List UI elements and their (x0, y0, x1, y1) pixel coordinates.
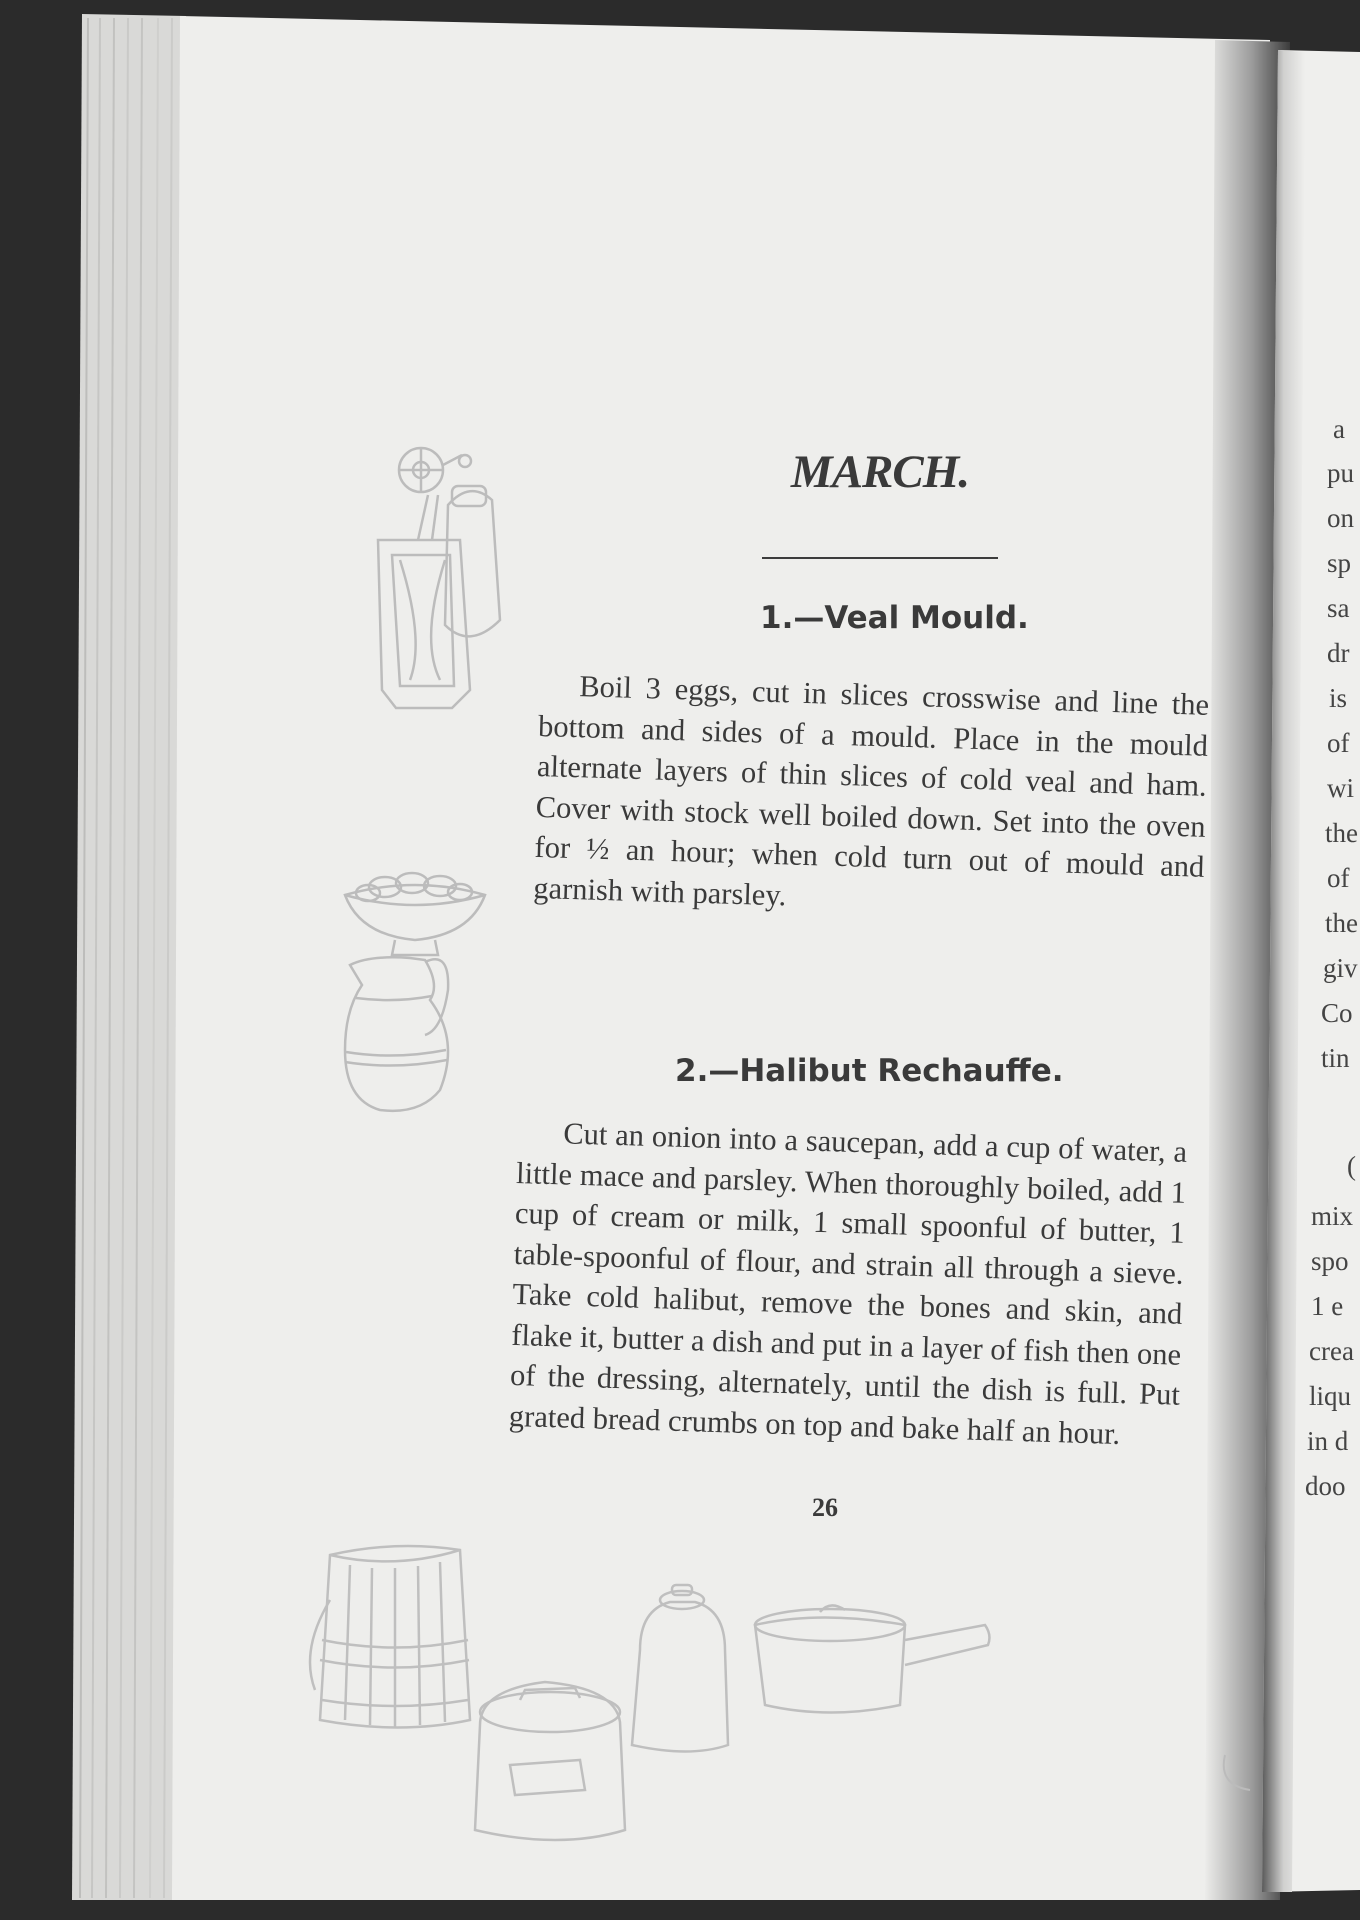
facing-fragment: doo (1305, 1471, 1346, 1501)
facing-fragment: giv (1323, 953, 1358, 983)
facing-fragment: ( (1347, 1151, 1356, 1181)
recipe-body: Cut an onion into a saucepan, add a cup of water, a little mace and parsley. When thoroughly boiled, add 1 cup of cream or milk, 1 small spoonful of butter, 1 table-spoonful of flour, and strain all through a sieve. Take cold halibut, remove the bones and skin, and flake it, butter a dish and put in a layer of fish then one of the dressing, alternately, until the dish is full. Put grated bread crumbs on top and bake half an hour. (508, 1116, 1188, 1451)
facing-fragment: a (1333, 414, 1345, 444)
facing-fragment: wi (1327, 773, 1354, 803)
recipe-heading: 1.—Veal Mould. (760, 600, 1029, 636)
facing-fragment: liqu (1309, 1381, 1352, 1411)
facing-fragment: Co (1321, 998, 1353, 1028)
facing-fragment: in d (1307, 1426, 1349, 1456)
page-number: 26 (812, 1493, 838, 1522)
facing-fragment: tin (1321, 1043, 1350, 1073)
facing-fragment: crea (1309, 1336, 1354, 1366)
facing-fragment: on (1327, 503, 1354, 533)
facing-fragment: of (1327, 728, 1350, 758)
left-page (172, 16, 1270, 1900)
facing-fragment: 1 e (1311, 1291, 1344, 1321)
facing-fragment: is (1329, 683, 1348, 713)
recipe-heading: 2.—Halibut Rechauffe. (675, 1053, 1064, 1089)
facing-fragment: sa (1327, 593, 1350, 623)
facing-fragment: the (1325, 818, 1358, 848)
facing-fragment: mix (1311, 1201, 1354, 1231)
facing-fragment: spo (1311, 1246, 1349, 1276)
facing-fragment: of (1327, 863, 1350, 893)
facing-fragment: dr (1327, 638, 1350, 668)
page-edges (72, 14, 186, 1900)
recipe-body: Boil 3 eggs, cut in slices crosswise and line the bottom and sides of a mould. Place in the mould alternate layers of thin slices of cold veal and ham. Cover with stock well boiled down. Set into the oven for ½ an hour; when cold turn out of mould and garnish with parsley. (532, 669, 1210, 912)
page-title: MARCH. (790, 446, 970, 498)
facing-fragment: pu (1327, 458, 1354, 488)
facing-fragment: sp (1327, 548, 1352, 578)
facing-fragment: the (1325, 908, 1358, 938)
title-rule (762, 557, 998, 559)
